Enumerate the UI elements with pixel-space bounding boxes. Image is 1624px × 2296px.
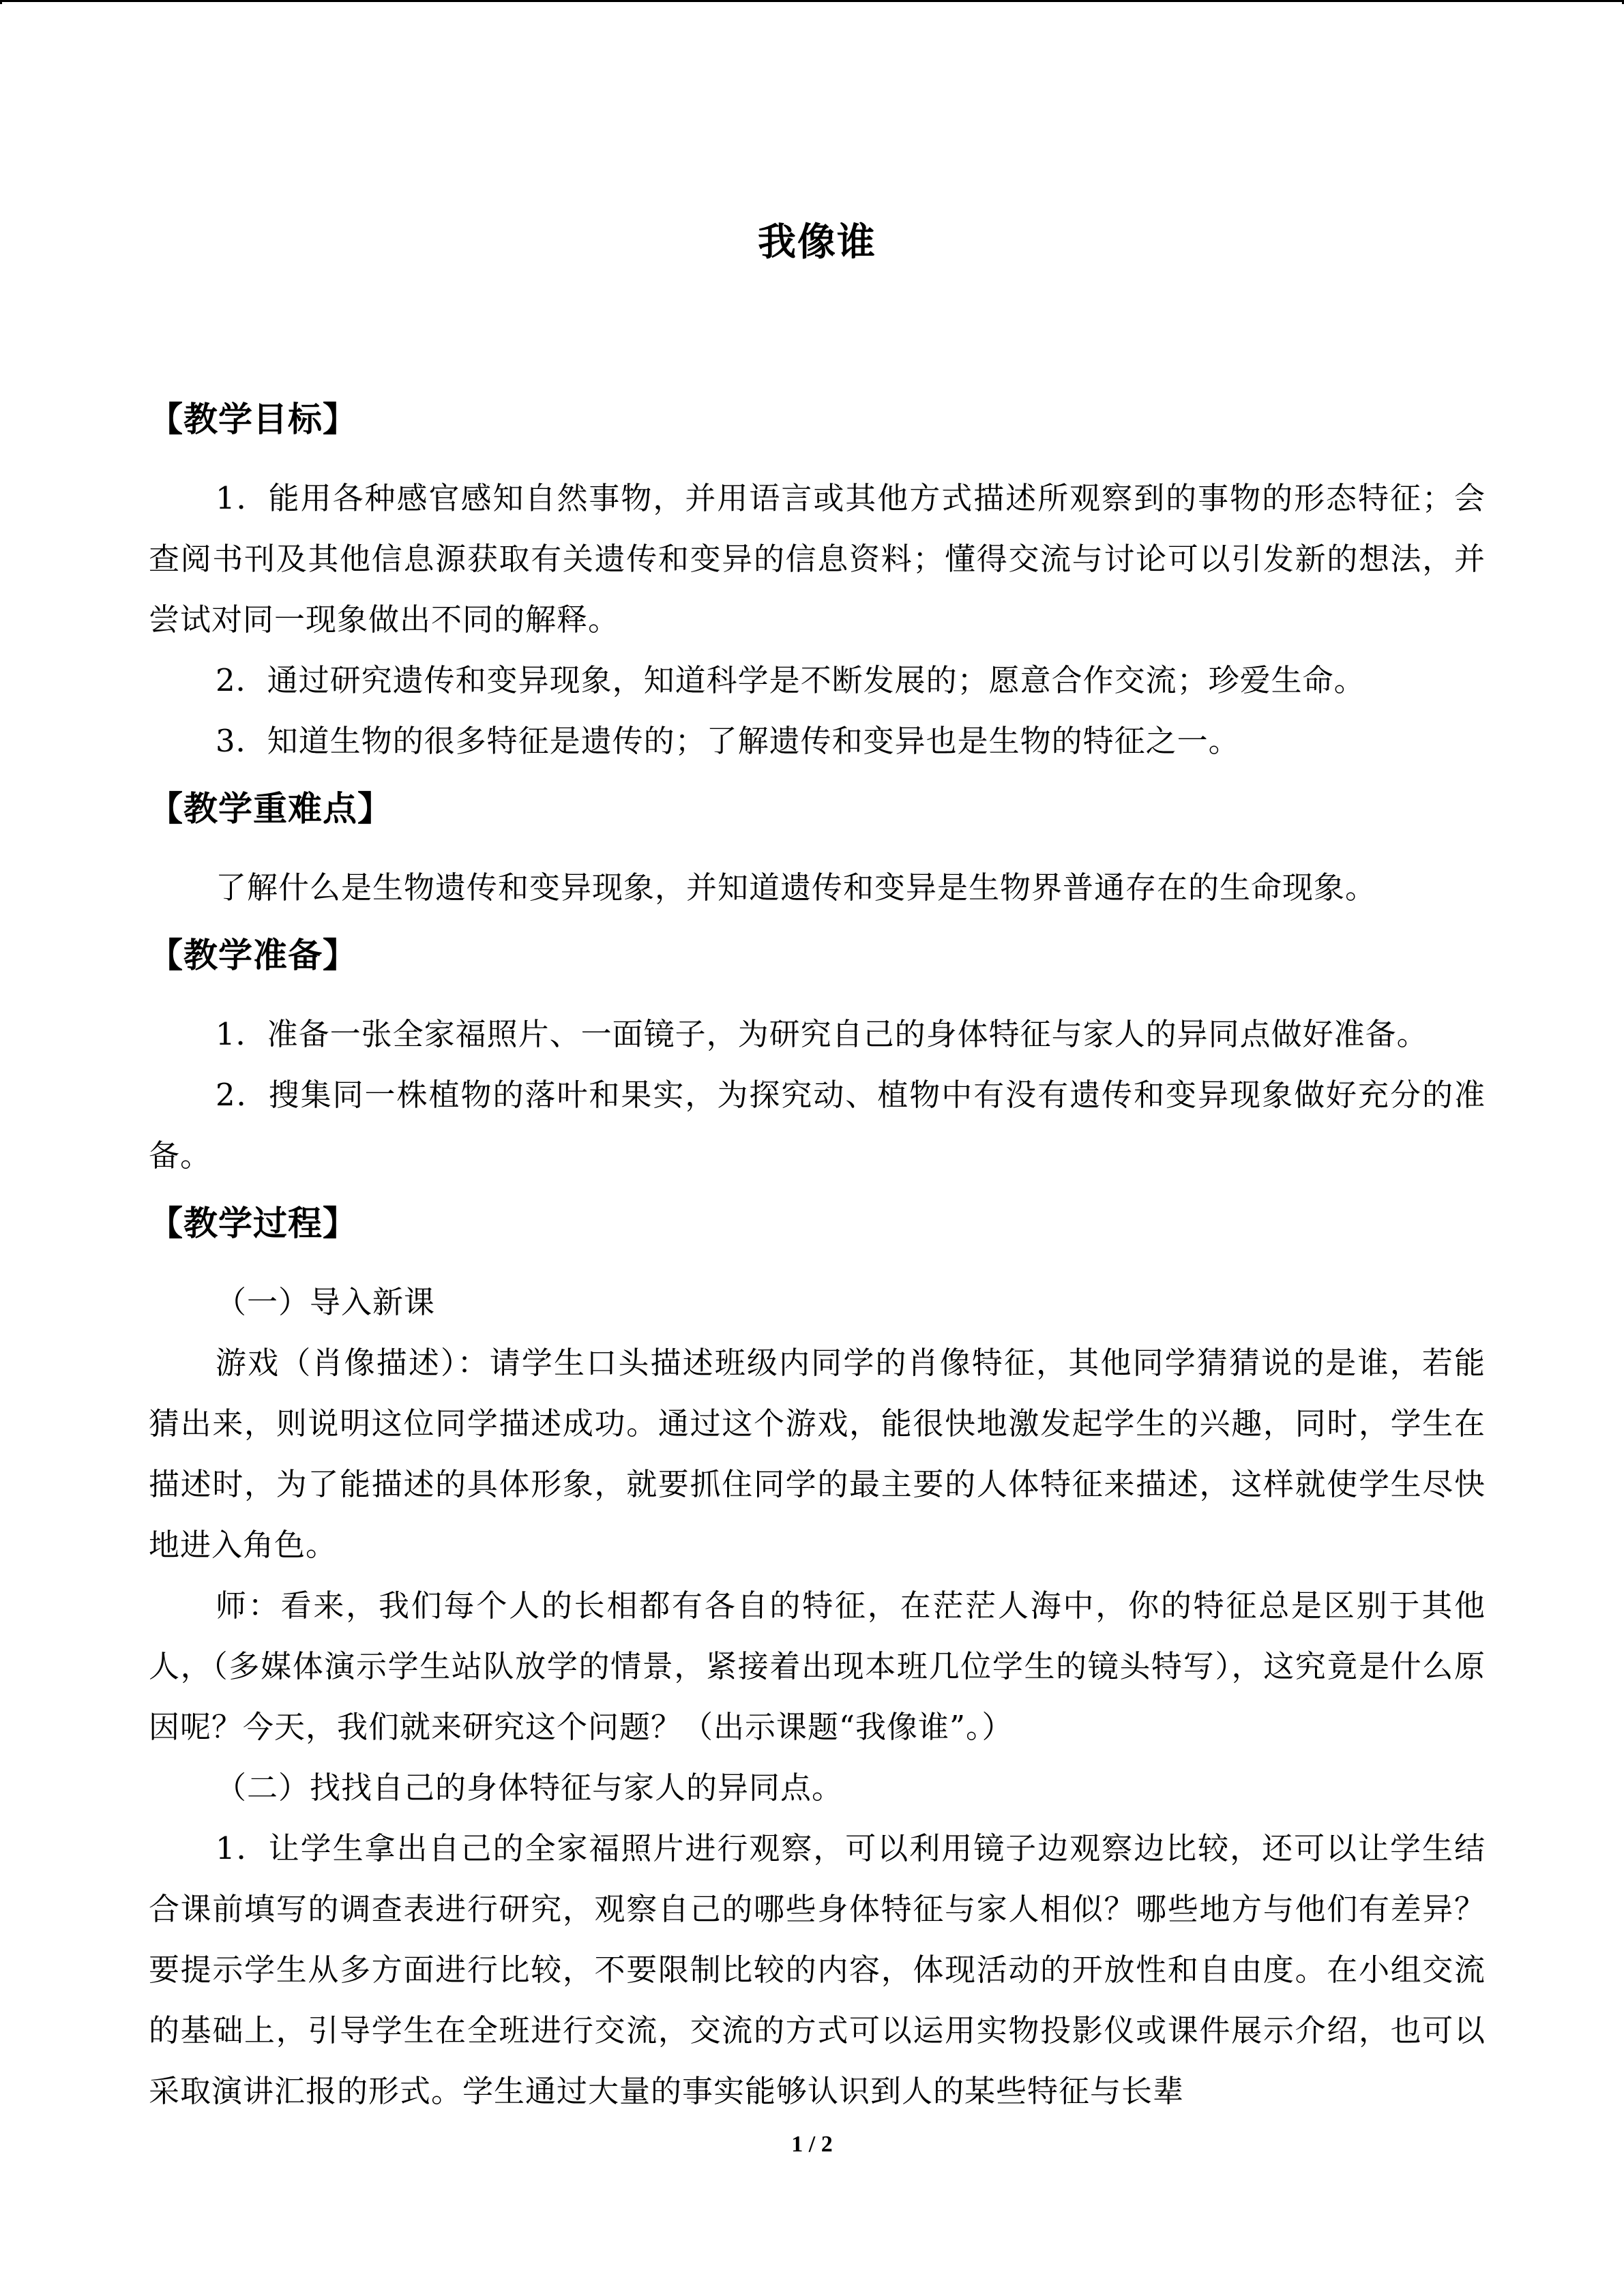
page-number: 1 / 2 [791,2132,833,2157]
page-title: 我像谁 [758,220,876,265]
key-points-text: 了解什么是生物遗传和变异现象，并知道遗传和变异是生物界普通存在的生命现象。 [216,869,1377,906]
section-heading-process: 【教学过程】 [149,1203,357,1243]
document-body [149,191,1486,2121]
process-part2-title: （二）找找自己的身体特征与家人的异同点。 [216,1770,844,1806]
process-paragraph: 1．让学生拿出自己的全家福照片进行观察，可以利用镜子边观察边比较，还可以让学生结合课前填写的调查表进行研究，观察自己的哪些身体特征与家人相似？哪些地方与他们有差异？要提示学生从多方面进行比较，不要限制比较的内容，体现活动的开放性和自由度。在小组交流的基础上，引导学生在全班进行交流，交流的方式可以运用实物投影仪或课件展示介绍，也可以采取演讲汇报的形式。学生通过大量的事实能够认识到人的某些特征与长辈 [149,1830,1486,2109]
objective-item: 2．通过研究遗传和变异现象，知道科学是不断发展的；愿意合作交流；珍爱生命。 [216,662,1365,698]
objective-item: 3．知道生物的很多特征是遗传的；了解遗传和变异也是生物的特征之一。 [216,723,1240,759]
top-border [0,0,1624,2]
process-part1-title: （一）导入新课 [216,1284,436,1320]
objective-item: 1．能用各种感官感知自然事物，并用语言或其他方式描述所观察到的事物的形态特征；会查阅书刊及其他信息源获取有关遗传和变异的信息资料；懂得交流与讨论可以引发新的想法，并尝试对同一现象做出不同的解释。 [149,480,1486,638]
section-heading-objectives: 【教学目标】 [149,399,357,439]
corner-mark-left [0,0,2,4]
process-paragraph: 师：看来，我们每个人的长相都有各自的特征，在茫茫人海中，你的特征总是区别于其他人，（多媒体演示学生站队放学的情景，紧接着出现本班几位学生的镜头特写），这究竟是什么原因呢？今天，我们就来研究这个问题？（出示课题“我像谁”。） [149,1587,1486,1745]
preparation-item: 2．搜集同一株植物的落叶和果实，为探究动、植物中有没有遗传和变异现象做好充分的准备。 [149,1077,1486,1174]
process-paragraph: 游戏（肖像描述）：请学生口头描述班级内同学的肖像特征，其他同学猜猜说的是谁，若能猜出来，则说明这位同学描述成功。通过这个游戏，能很快地激发起学生的兴趣，同时，学生在描述时，为了能描述的具体形象，就要抓住同学的最主要的人体特征来描述，这样就使学生尽快地进入角色。 [149,1345,1486,1563]
section-heading-preparation: 【教学准备】 [149,935,357,975]
preparation-item: 1．准备一张全家福照片、一面镜子，为研究自己的身体特征与家人的异同点做好准备。 [216,1016,1428,1052]
section-heading-key-points: 【教学重难点】 [149,788,392,829]
